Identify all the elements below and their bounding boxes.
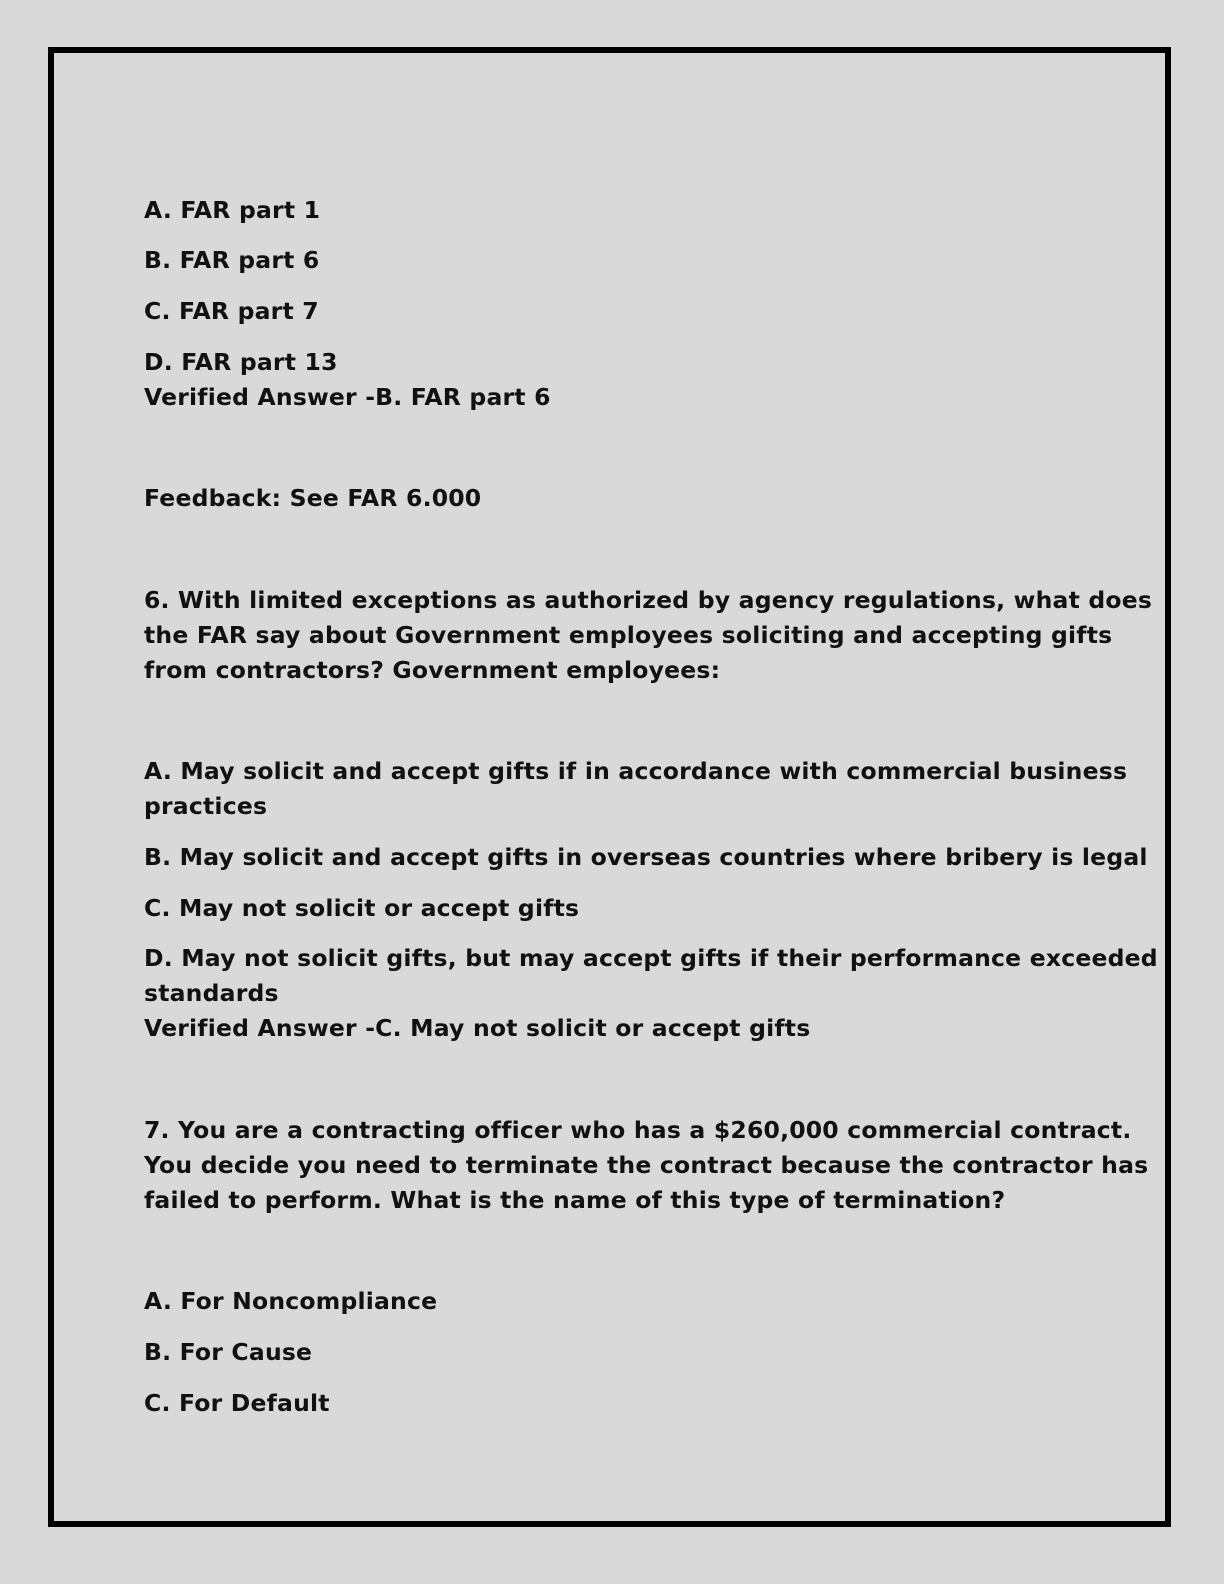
q6-question-line-1: 6. With limited exceptions as authorized by agency regulations, what does — [144, 586, 1153, 614]
q7-question-line-2: You decide you need to terminate the contract because the contractor has — [144, 1151, 1149, 1179]
q7-option-b: B. For Cause — [144, 1338, 313, 1366]
q7-option-c: C. For Default — [144, 1389, 330, 1417]
q5-option-d: D. FAR part 13 — [144, 348, 338, 376]
q5-option-a: A. FAR part 1 — [144, 196, 321, 224]
q6-option-a-line-1: A. May solicit and accept gifts if in accordance with commercial business — [144, 757, 1128, 785]
q7-question-line-3: failed to perform. What is the name of this type of termination? — [144, 1186, 1006, 1214]
q6-question-line-2: the FAR say about Government employees soliciting and accepting gifts — [144, 621, 1113, 649]
q6-option-d-line-2: standards — [144, 979, 279, 1007]
q6-option-c: C. May not solicit or accept gifts — [144, 894, 580, 922]
q6-option-b: B. May solicit and accept gifts in overseas countries where bribery is legal — [144, 843, 1148, 871]
q6-question-line-3: from contractors? Government employees: — [144, 656, 721, 684]
q5-verified-answer: Verified Answer -B. FAR part 6 — [144, 383, 551, 411]
q7-option-a: A. For Noncompliance — [144, 1287, 438, 1315]
q6-option-d-line-1: D. May not solicit gifts, but may accept gifts if their performance exceeded — [144, 944, 1158, 972]
q5-option-b: B. FAR part 6 — [144, 246, 320, 274]
q5-option-c: C. FAR part 7 — [144, 297, 319, 325]
q6-verified-answer: Verified Answer -C. May not solicit or accept gifts — [144, 1014, 811, 1042]
q5-feedback: Feedback: See FAR 6.000 — [144, 484, 482, 512]
q7-question-line-1: 7. You are a contracting officer who has a $260,000 commercial contract. — [144, 1116, 1132, 1144]
q6-option-a-line-2: practices — [144, 792, 268, 820]
